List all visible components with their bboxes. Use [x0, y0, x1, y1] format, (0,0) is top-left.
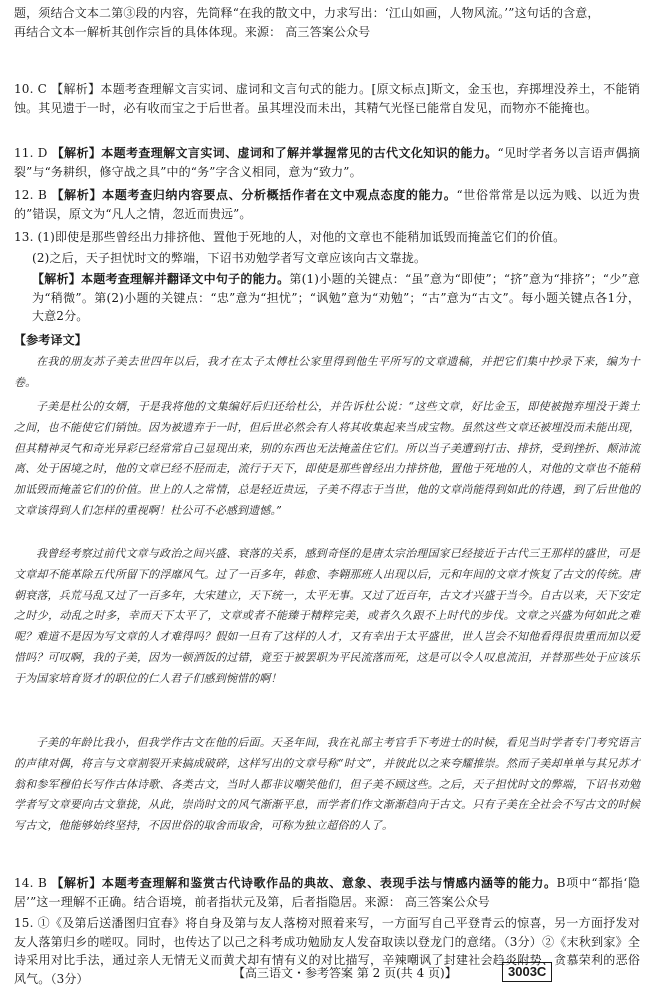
q14-answer — [14, 874, 640, 911]
q12-answer — [14, 186, 640, 223]
q14-body: B项中“都指‘隐居’”这一理解不正确。结合语境，前者指状元及第，后者指隐居。来源： 高三答案公众号 — [14, 876, 641, 909]
q11-body: “见时学者务以言语声偶摘裂”与“务耕织，修守战之具”中的“务”字含义相同，意为“致力”。 — [14, 146, 641, 179]
translation-header: 【参考译文】 — [14, 333, 87, 347]
q13-analysis — [32, 270, 640, 326]
translation-para-4: 子美的年龄比我小，但我学作古文在他的后面。天圣年间，我在礼部主考官手下考进士的时候，看见当时学者专门考究语言的声律对偶，将言与文章割裂开来搞成破碎，这样写出的文章号称“时文”，并彼此以之来夸耀推崇。然而子美却单单与其兄苏才翁和参军穆伯长写作古体诗歌、各类古文，当时人都非议嘲笑他们，但子美不顾这些。之后，天子担忧时文的弊端，下诏书劝勉学者写文章要向古文靠拢，从此，崇尚时文的风气渐渐平息，而学者们作文渐渐趋向于古文。只有子美在全社会不写古文的时候写古文，他能够始终坚持，不因世俗的取舍而取舍，可称为独立超俗的人了。 — [14, 736, 640, 833]
q14-number: 14. B — [14, 876, 47, 890]
q10-answer: 10. C 【解析】本题考查理解文言实词、虚词和文言句式的能力。[原文标点]斯文，金玉也，弃掷埋没养土，不能销蚀。其见遗于一时，必有收而宝之于后世者。虽其埋没而未出，其精气光怪已能常自发见，而物亦不能掩也。 — [14, 82, 640, 115]
q9-line2: 再结合文本一解析其创作宗旨的具体体现。来源： 高三答案公众号 — [14, 24, 371, 39]
q13-lead: 【解析】本题考查理解并翻译文中句子的能力。 — [32, 272, 290, 286]
translation-para-1: 在我的朋友苏子美去世四年以后，我才在太子太傅杜公家里得到他生平所写的文章遗稿，并把它们集中抄录下来，编为十卷。 — [14, 355, 640, 389]
q12-number: 12. B — [14, 188, 47, 202]
paper-code: 3003C — [502, 962, 552, 982]
page-footer — [0, 963, 653, 983]
q12-lead: 【解析】本题考查归纳内容要点、分析概括作者在文中观点态度的能力。 — [51, 188, 457, 202]
q9-line1: 题，须结合文本二第③段的内容，先筒释“在我的散文中，力求写出：‘江山如画，人物风流。’”这句话的含意， — [14, 6, 600, 20]
q11-answer — [14, 144, 640, 181]
q13-answer-1: 13. (1)即使是那些曾经出力排挤他、置他于死地的人，对他的文章也不能稍加诋毁而掩盖它们的价值。 — [14, 230, 566, 244]
q11-lead: 【解析】本题考查理解文言实词、虚词和了解并掌握常见的古代文化知识的能力。 — [51, 146, 498, 160]
q13-body: 第(1)小题的关键点：“虽”意为“即使”；“挤”意为“排挤”；“少”意为“稍微”。第(2)小题的关键点：“忠”意为“担忧”；“讽勉”意为“劝勉”；“古”意为“古文”。每小题关键点各1分，大意2分。 — [32, 272, 640, 324]
q12-body: “世俗常常是以远为贱、以近为贵的”错误，原文为“凡人之情，忽近而贵远”。 — [14, 188, 641, 221]
footer-text: 【高三语文・参考答案 第 2 页(共 4 页)】 — [233, 966, 457, 980]
q11-number: 11. D — [14, 146, 48, 160]
translation-para-2: 子美是杜公的女婿，于是我将他的文集编好后归还给杜公，并告诉杜公说：“这些文章，好比金玉，即使被抛弃埋没于粪土之间，也不能使它们销蚀。因为被遗弃于一时，但后世必然会有人将其收集起来当成宝物。虽然这些文章还被埋没而未能出现，但其精神灵气和奇光异彩已经常常自己显现出来，别的东西也无法掩盖住它们。所以当子美遭到打击、排挤，受到挫折、颠沛流离、处于困境之时，他的文章已经不胫而走，流行于天下，即使是那些曾经出力排挤他，置他于死地的人，对他的文章也不能稍加诋毁而掩盖它们的价值。世上的人之常情，总是轻近贵远，子美不得志于当世，他的文章尚能得到如此的待遇，到了后世他的文章该得到人们怎样的重视啊！杜公可不必感到遗憾。” — [14, 400, 640, 517]
q14-lead: 【解析】本题考查理解和鉴赏古代诗歌作品的典故、意象、表现手法与情感内涵等的能力。 — [51, 876, 557, 890]
translation-para-3: 我曾经考察过前代文章与政治之间兴盛、衰落的关系，感到奇怪的是唐太宗治理国家已经接近于古代三王那样的盛世，可是文章却不能革除五代所留下的浮靡风气。过了一百多年，韩愈、李翱那班人出现以后，元和年间的文章才恢复了古文的传统。唐朝衰落，兵荒马乱又过了一百多年，大宋建立，天下统一，太平无事。又过了近百年，古文才兴盛于当今。自古以来，天下安定之时少，动乱之时多，幸而天下太平了，文章或者不能臻于精粹完美，或者久久跟不上时代的步伐。文章之兴盛为何如此之难呢？难道不是因为写文章的人才难得吗？假如一旦有了这样的人才，又有幸出于太平盛世，世人岂会不知他看得很贵重而加以爱惜吗？可叹啊，我的子美，因为一顿酒饭的过错，竟至于被罢职为平民流落而死，这是可以令人叹息流泪，并替那些处于应该乐于为国家培育贤才的职位的仁人君子们感到惋惜的啊！ — [14, 547, 640, 685]
q13-answer-2: (2)之后，天子担忧时文的弊端，下诏书劝勉学者写文章应该向古文靠拢。 — [32, 251, 427, 265]
q9-tail — [14, 4, 640, 41]
q15-answer: 15. ①《及第后送潘图归宜春》将自身及第与友人落榜对照着来写，一方面写自己平登青云的惊喜，另一方面抒发对友人落第归乡的嗟叹。同时，也传达了以己之科考成功勉励友人发奋取读以登龙门的意绪。（3分）②《末秋到家》全诗采用对比手法，通过亲人无情无义而黄犬却有情有义的对比描写，辛辣嘲讽了封建社会趋炎附势、贪慕荣利的恶俗风气。（3分） — [14, 916, 640, 986]
